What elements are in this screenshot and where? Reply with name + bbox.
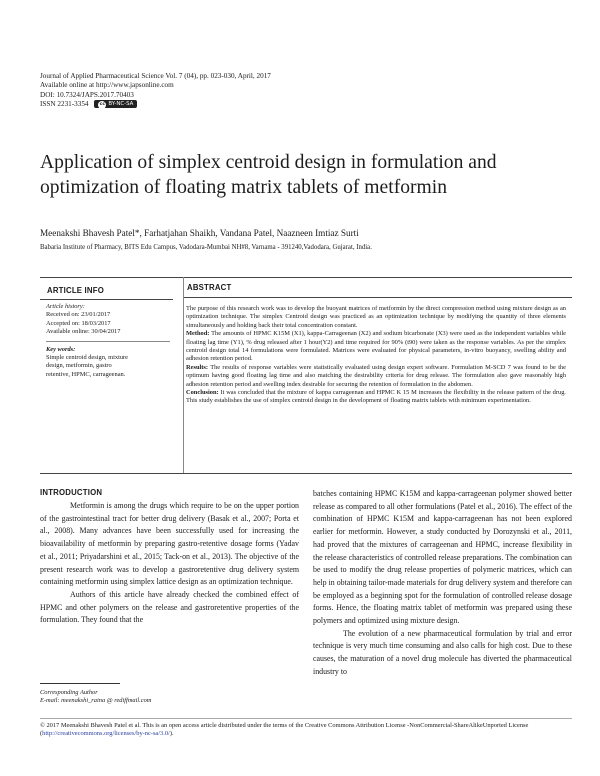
correspondence xyxy=(40,689,290,706)
journal-issn: ISSN 2231-3354 xyxy=(40,99,89,108)
results-text: The results of response variables were statistically evaluated using design expert software. Formulation M-SCD 7 was found to be the optimum having good floating lag time and also matching the desirability criteria for drug release. The formulation also gave reasonably high adhesion retention period and swelling index desirable for securing the retention of formulation in the abdomen. xyxy=(186,363,566,388)
intro-paragraph-2: Authors of this article have already checked the combined effect of HPMC and other polymers on the release and gastroretentive properties of the formulation. They found that the xyxy=(40,589,299,625)
license-text: © 2017 Meenakshi Bhavesh Patel et al. This is an open access article distributed under the terms of the Creative Commons Attribution License -NonCommercial-ShareAlikeUnported License ( xyxy=(40,722,529,738)
history-label: Article history: xyxy=(46,303,85,310)
accepted-date: Accepted on: 18/03/2017 xyxy=(46,319,111,327)
license-end: ). xyxy=(169,730,174,738)
corresponding-email[interactable]: E-mail: meenakshi_raina @ rediffmail.com xyxy=(40,697,152,705)
right-paragraph-1: batches containing HPMC K15M and kappa-carrageenan polymer showed better release as compared to all other formulations (Patel et al., 2016). The effect of the combination of HPMC K15M and kappa-carrageenan has not been explored earlier for metformin. However, a study conducted by Dorozynski et al., 2011, had proved that the mixtures of carrageenan and HPMC, increase flexibility in the release characteristics of controlled release preparations. The combination can be used to modify the drug release properties of polymeric matrices, which can help in obtaining tailor-made materials for drug delivery system and therefore can be employed as a beginning spot for the formulation of controlled release dosage forms. Hence, the floating matrix tablet of metformin was prepared using these polymers and optimized using mixture design. xyxy=(313,489,572,626)
conclusion-text: It was concluded that the mixture of kappa carrageenan and HPMC K 15 M increases the flexibility in the release pattern of the drug. This study establishes the use of simplex centroid design in the development of floating matrix tablets with minimum experimentation. xyxy=(186,389,566,405)
intro-paragraph-1: Metformin is among the drugs which require to be on the upper portion of the gastrointestinal tract for better drug delivery (Basak et al., 2007; Porta et al., 2008). Many advances have been successfully used for increasing the bioavailability of metformin by preparing gastro-retentive dosage forms (Yadav et al., 2011; Priyadarshini et al., 2015; Tack-on et al., 2013). The objective of the present research work was to develop a gastroretentive drug delivery system containing metformin using simplex lattice design as an optimization technique. xyxy=(40,501,299,587)
abstract-method-para xyxy=(186,330,566,364)
abstract-body xyxy=(186,305,566,406)
right-paragraph-2: The evolution of a new pharmaceutical formulation by trial and error technique is very much time consuming and also calls for high cost. Due to these causes, the maturation of a novel drug molecule has diverted the pharmaceutical industry to xyxy=(313,628,572,676)
abstract-conclusion-para xyxy=(186,389,566,406)
received-date: Received on: 23/01/2017 xyxy=(46,311,111,319)
footnote-rule xyxy=(40,683,120,684)
method-label: Method: xyxy=(186,330,210,338)
author-affiliation: Babaria Institute of Pharmacy, BITS Edu Campus, Vadodara-Mumbai NH#8, Varnama - 391240,Vadodara, Gujarat, India. xyxy=(40,244,372,251)
keywords-text: Simple centroid design, mixture design, metformin, gastro retentive, HPMC, carrageenan. xyxy=(46,354,128,378)
journal-citation: Journal of Applied Pharmaceutical Science Vol. 7 (04), pp. 023-030, April, 2017 xyxy=(40,72,271,80)
results-label: Results: xyxy=(186,363,209,371)
license-footer xyxy=(40,722,580,739)
journal-issn-row xyxy=(40,100,370,109)
right-column xyxy=(313,488,572,679)
method-text: The amounts of HPMC K15M (X1), kappa-Carrageenan (X2) and sodium bicarbonate (X3) were used as the independent variables while floating lag time (Y1), % drug released after 1 hour(Y2) and time required for 90% (t90) were taken as the response variables. As per the simplex centroid design total 14 formulations were formulated. Matrices were evaluated for physical parameters, in-vitro buoyancy, swelling ability and adhesion retention period. xyxy=(186,330,566,363)
corresponding-author-label: Corresponding Author xyxy=(40,689,98,696)
column-separator xyxy=(183,277,184,473)
cc-badge-text: BY-NC-SA xyxy=(108,101,134,108)
conclusion-label: Conclusion: xyxy=(186,389,219,397)
body-divider xyxy=(40,473,572,474)
available-date: Available online: 30/04/2017 xyxy=(46,328,121,336)
author-list: Meenakshi Bhavesh Patel*, Farhatjahan Shaikh, Vandana Patel, Naazneen Imtiaz Surti xyxy=(40,228,359,238)
title-line-1: Application of simplex centroid design in formulation and xyxy=(40,152,497,173)
journal-url: Available online at http://www.japsonline.com xyxy=(40,81,174,90)
journal-header xyxy=(40,72,370,109)
article-title xyxy=(40,150,570,200)
info-divider xyxy=(40,299,173,300)
abstract-heading: ABSTRACT xyxy=(187,283,232,292)
cc-license-badge[interactable] xyxy=(94,100,137,108)
cc-icon: cc xyxy=(99,102,106,108)
info-inner-divider xyxy=(46,341,170,342)
abstract-results-para xyxy=(186,364,566,389)
top-divider xyxy=(40,277,572,278)
abstract-divider xyxy=(183,297,572,298)
footer-divider xyxy=(40,718,572,719)
article-info-box xyxy=(46,303,170,379)
article-info-heading: ARTICLE INFO xyxy=(47,286,104,295)
abstract-purpose: The purpose of this research work was to develop the buoyant matrices of metformin by the direct compression method using mixture design as an optimization technique. The simplex Centroid design was practiced as an optimization technique by modifying the quantity of three elements simultaneously and holding back their total concentration constant. xyxy=(186,305,566,329)
left-column xyxy=(40,500,299,627)
title-line-2: optimization of floating matrix tablets of metformin xyxy=(40,177,448,198)
keywords-label: Key words: xyxy=(46,345,76,353)
license-link[interactable]: http://creativecommons.org/licenses/by-nc-sa/3.0/ xyxy=(42,730,170,738)
journal-doi: DOI: 10.7324/JAPS.2017.70403 xyxy=(40,90,134,99)
introduction-heading: INTRODUCTION xyxy=(40,488,103,497)
